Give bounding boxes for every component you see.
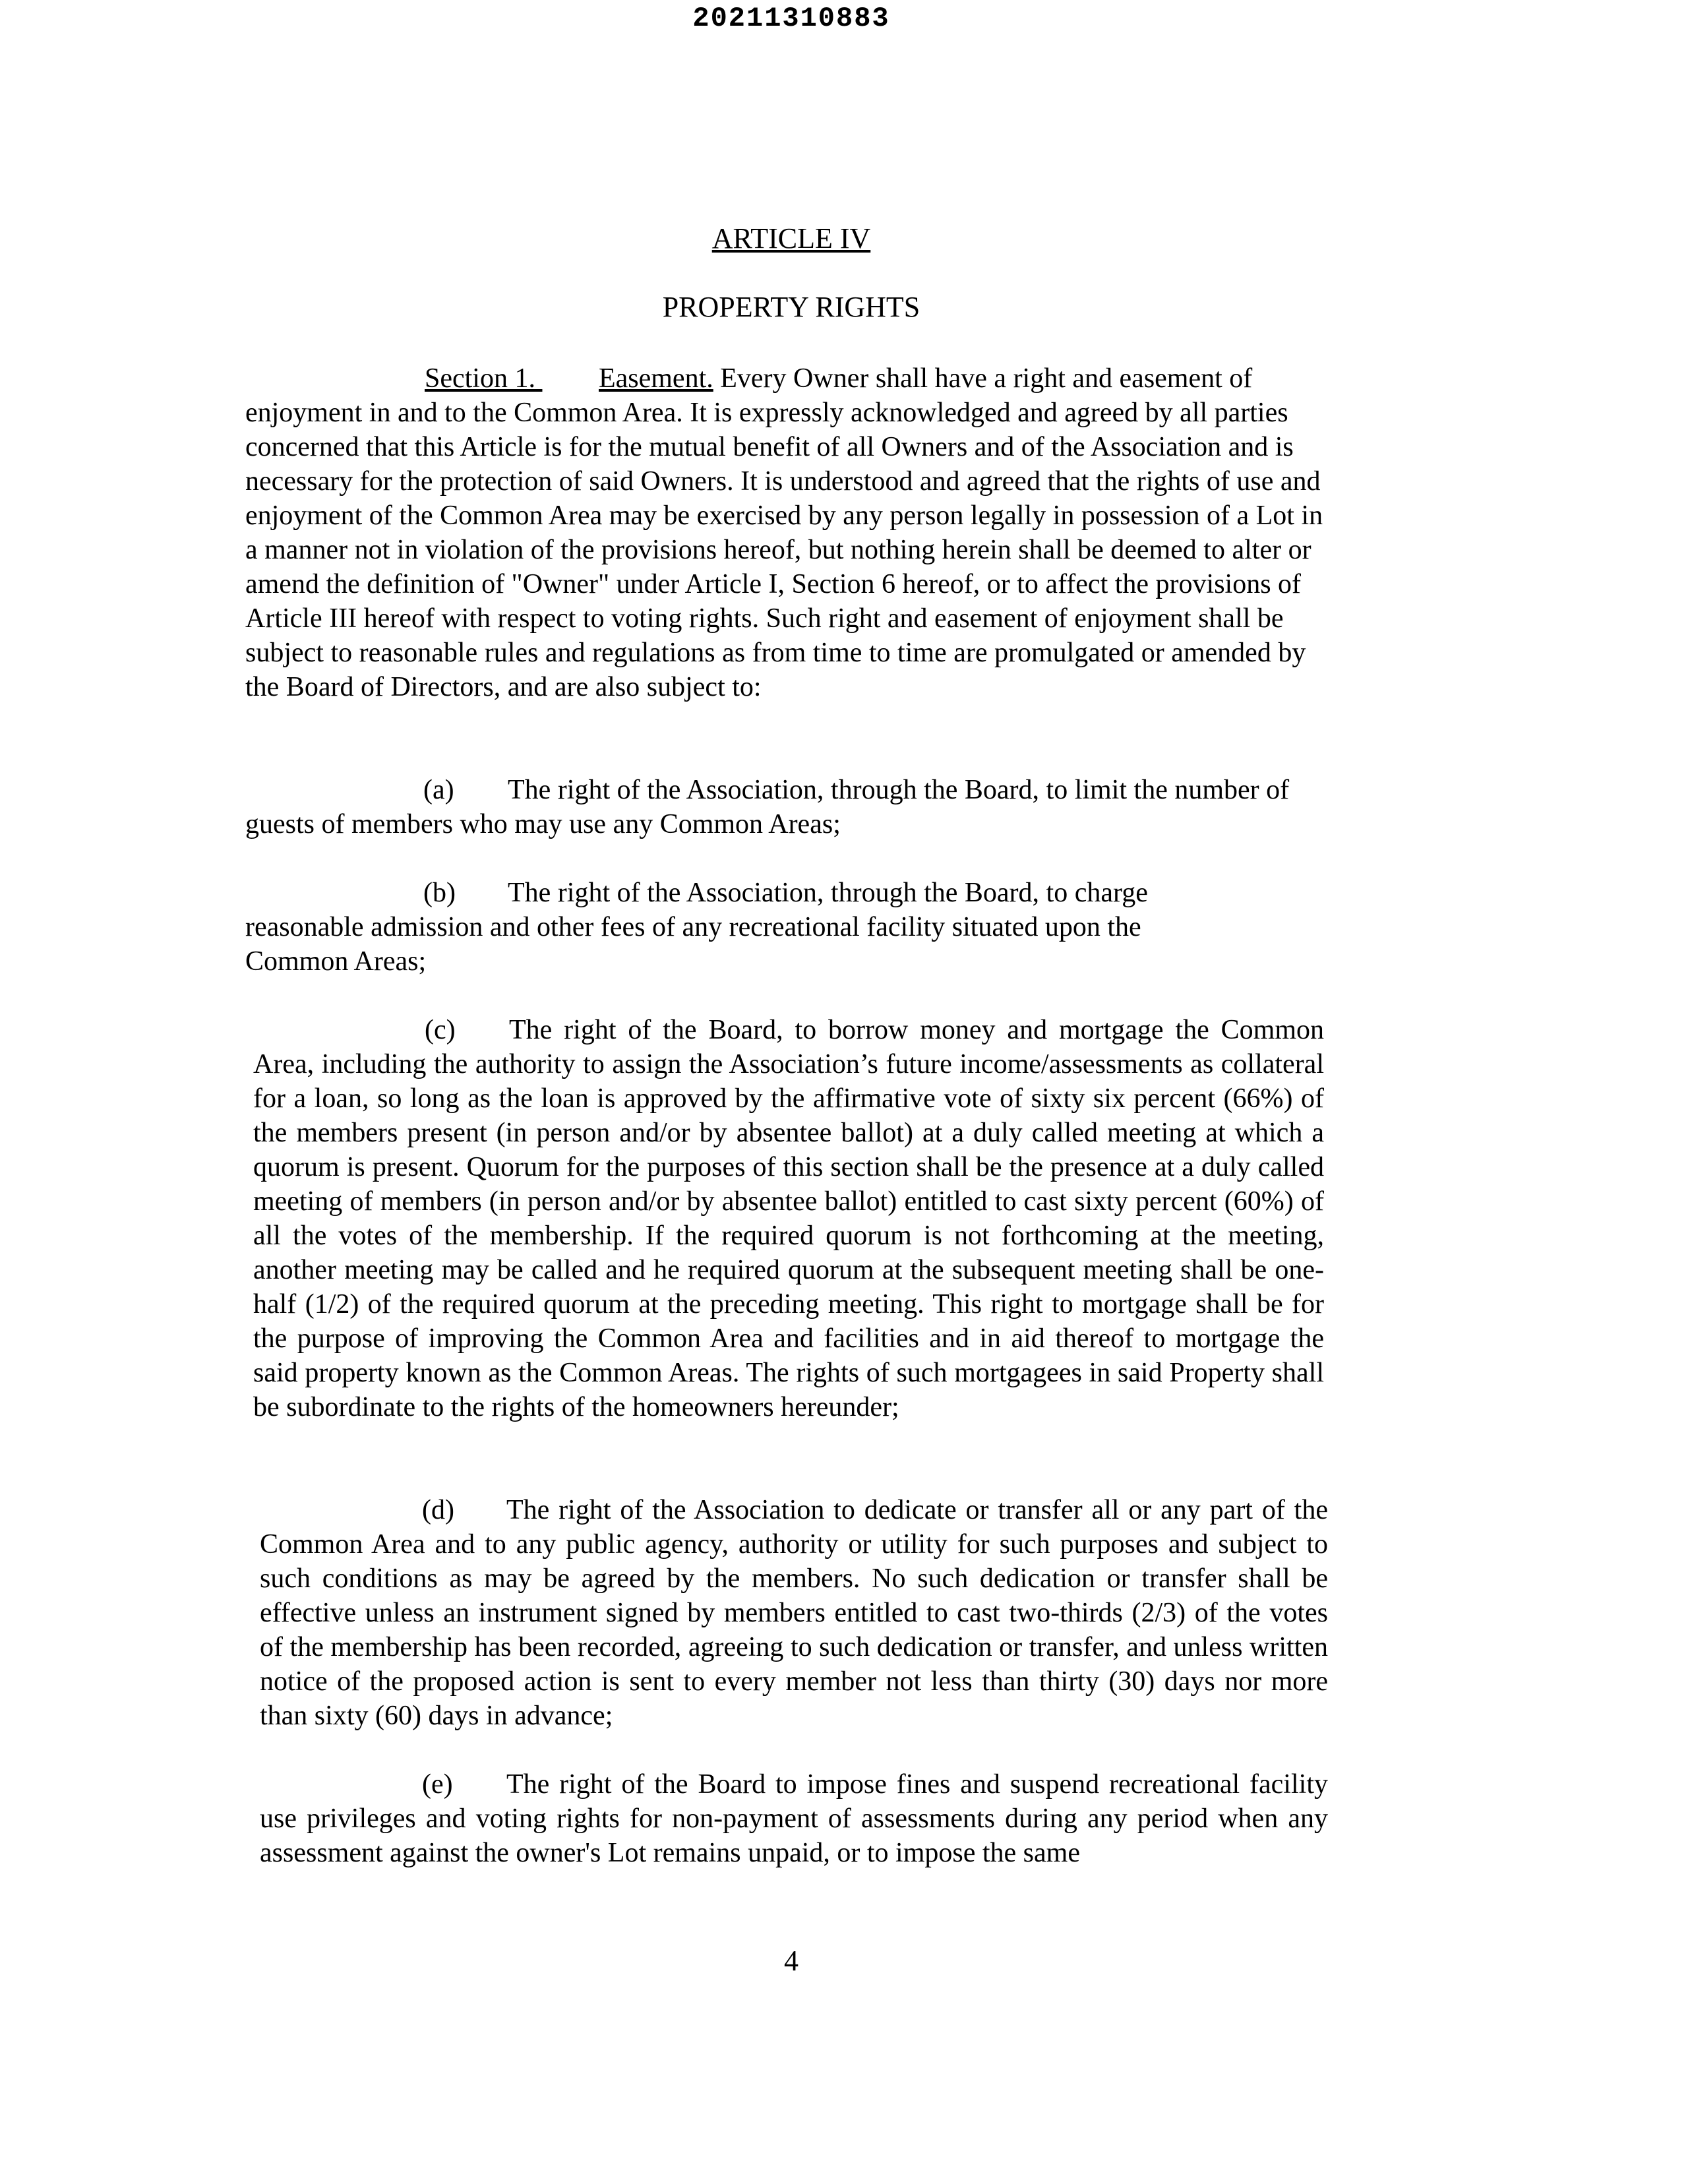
section-1-text: Every Owner shall have a right and easement of enjoyment in and to the Common Area. It is expressly acknowledged and agreed by all parties concerned that this Article is for the mutual benefit of all Owners and of the Association and is necessary for the protection of said Owners. It is understood and agreed that the rights of use and enjoyment of the Common Area may be exercised by any person legally in possession of a Lot in a manner not in violation of the provisions hereof, but nothing herein shall be deemed to alter or amend the definition of "Owner" under Article I, Section 6 hereof, or to affect the provisions of Article III hereof with respect to voting rights. Such right and easement of enjoyment shall be subject to reasonable rules and regulations as from time to time are promulgated or amended by the Board of Directors, and are also subject to:	[245, 363, 1323, 702]
item-c-paragraph	[253, 1013, 1324, 1424]
item-a-label: (a)	[423, 775, 454, 805]
section-1-label: Section 1.	[425, 363, 535, 394]
item-d-text: The right of the Association to dedicate or transfer all or any part of the Common Area and to any public agency, authority or utility for such purposes and subject to such conditions as may be agreed by the members. No such dedication or transfer shall be effective unless an instrument signed by members entitled to cast two-thirds (2/3) of the votes of the membership has been recorded, agreeing to such dedication or transfer, and unless written notice of the proposed action is sent to every member not less than thirty (30) days nor more than sixty (60) days in advance;	[260, 1495, 1328, 1731]
item-c-text: The right of the Board, to borrow money and mortgage the Common Area, including the authority to assign the Association’s future income/assessments as collateral for a loan, so long as the loan is approved by the affirmative vote of sixty six percent (66%) of the members present (in person and/or by absentee ballot) at a duly called meeting at which a quorum is present. Quorum for the purposes of this section shall be the presence at a duly called meeting of members (in person and/or by absentee ballot) entitled to cast sixty percent (60%) of all the votes of the membership. If the required quorum is not forthcoming at the meeting, another meeting may be called and he required quorum at the subsequent meeting shall be one-half (1/2) of the required quorum at the preceding meeting. This right to mortgage shall be for the purpose of improving the Common Area and facilities and in aid thereof to mortgage the said property known as the Common Areas. The rights of such mortgagees in said Property shall be subordinate to the rights of the homeowners hereunder;	[253, 1015, 1324, 1422]
item-e-label: (e)	[422, 1769, 453, 1800]
item-b-paragraph	[245, 876, 1248, 979]
section-1-heading: Easement.	[598, 363, 713, 394]
document-number: 20211310883	[692, 3, 890, 34]
section-1-paragraph	[245, 361, 1327, 704]
item-e-paragraph	[260, 1767, 1328, 1870]
article-subtitle: PROPERTY RIGHTS	[662, 291, 920, 323]
article-title: ARTICLE IV	[711, 222, 871, 255]
item-e-text: The right of the Board to impose fines and suspend recreational facility use privileges and voting rights for non-payment of assessments during any period when any assessment against the owner's Lot remains unpaid, or to impose the same	[260, 1769, 1328, 1868]
item-d-label: (d)	[422, 1495, 454, 1525]
section-label-gap	[535, 361, 599, 396]
page-number: 4	[784, 1945, 799, 1977]
item-b-text: The right of the Association, through the Board, to charge reasonable admission and other fees of any recreational facility situated upon the Common Areas;	[245, 878, 1148, 977]
item-c-label: (c)	[425, 1015, 456, 1045]
item-a-paragraph	[245, 773, 1313, 841]
item-d-paragraph	[260, 1493, 1328, 1733]
item-b-label: (b)	[423, 878, 456, 908]
item-a-text: The right of the Association, through the Board, to limit the number of guests of members who may use any Common Areas;	[245, 775, 1290, 839]
